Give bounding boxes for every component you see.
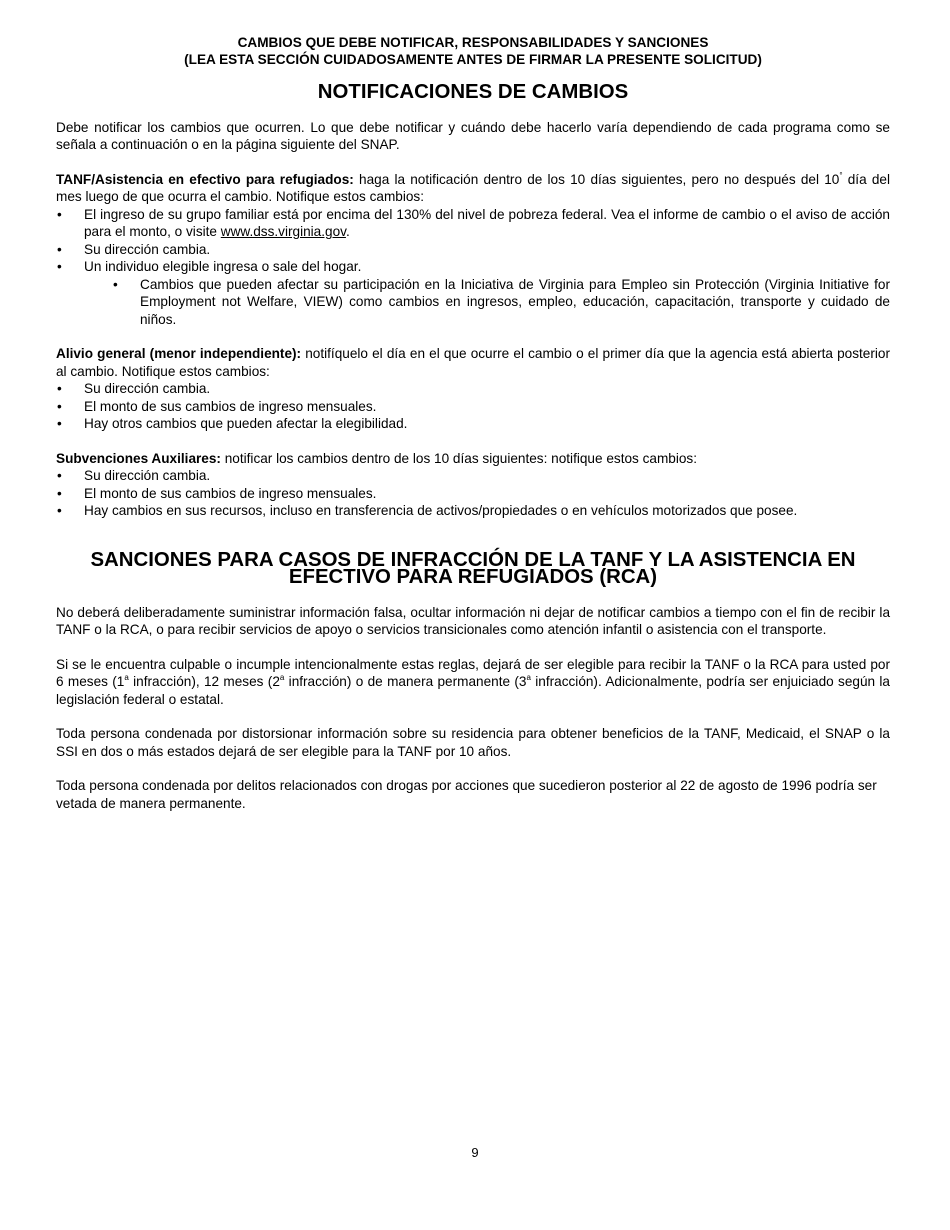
general-relief-lead: Alivio general (menor independiente): <box>56 346 302 361</box>
tanf-ordinal-mark: ° <box>839 170 843 180</box>
sanctions-paragraph-4: Toda persona condenada por delitos relacionados con drogas por acciones que sucedieron posterior al 22 de agosto de 1996 podría ser vetada de manera permanente. <box>56 778 877 811</box>
dss-website-link[interactable]: www.dss.virginia.gov <box>220 224 346 239</box>
sanctions-paragraph-2 <box>56 656 890 709</box>
sanctions-paragraph-1: No deberá deliberadamente suministrar información falsa, ocultar información ni dejar de notificar cambios a tiempo con el fin de recibir la TANF o la RCA, o para recibir servicios de apoyo o servicios transicionales como atención infantil o asistencia con el transporte. <box>56 604 890 637</box>
auxiliary-grants-lead: Subvenciones Auxiliares: <box>56 450 221 466</box>
auxiliary-grants-paragraph <box>56 450 890 468</box>
list-item: • Cambios que pueden afectar su participación en la Iniciativa de Virginia para Empleo sin Protección (Virginia Initiative for Employment not Welfare, VIEW) como cambios en ingresos, empleo, educación, capacitación, transporte y cuidado de niños. <box>56 276 890 329</box>
general-relief-change-list <box>56 380 890 433</box>
notifications-intro: Debe notificar los cambios que ocurren. Lo que debe notificar y cuándo debe hacerlo varía dependiendo de cada programa como se señala a continuación o en la página siguiente del SNAP. <box>56 119 890 152</box>
tanf-item-1-end: . <box>345 224 350 239</box>
tanf-text-b: día del mes luego de que ocurra el cambio. Notifique estos cambios: <box>56 171 890 204</box>
list-item: • Un individuo elegible ingresa o sale del hogar. <box>56 258 890 276</box>
general-relief-text: notifíquelo el día en el que ocurre el cambio o el primer día que la agencia está abierta posterior al cambio. Notifique estos cambios: <box>56 346 890 379</box>
sanctions-p2-part-c: infracción) o de manera permanente (3 <box>284 674 527 689</box>
general-relief-paragraph <box>56 345 890 380</box>
title-line-2: (LEA ESTA SECCIÓN CUIDADOSAMENTE ANTES DE FIRMAR LA PRESENTE SOLICITUD) <box>184 52 762 67</box>
title-line-1: CAMBIOS QUE DEBE NOTIFICAR, RESPONSABILIDADES Y SANCIONES <box>237 35 709 50</box>
tanf-lead: TANF/Asistencia en efectivo para refugiados: <box>56 171 354 187</box>
tanf-sub-list <box>56 276 890 329</box>
list-item: • Hay otros cambios que pueden afectar la elegibilidad. <box>56 415 890 433</box>
sanctions-p2-part-b: infracción), 12 meses (2 <box>128 674 280 689</box>
list-item: • Su dirección cambia. <box>56 241 890 259</box>
sanctions-p2-part-a: Si se le encuentra culpable o incumple intencionalmente estas reglas, dejará de ser elegible para recibir la TANF o la RCA para usted por 6 meses (1 <box>56 656 890 689</box>
tanf-item-1-text: El ingreso de su grupo familiar está por encima del 130% del nivel de pobreza federal. Vea el informe de cambio o el aviso de acción para el monto, o visite <box>84 206 890 239</box>
ordinal-mark: a <box>279 673 285 682</box>
tanf-text-a: haga la notificación dentro de los 10 días siguientes, pero no después del 10 <box>353 171 840 187</box>
notifications-heading: NOTIFICACIONES DE CAMBIOS <box>317 81 629 103</box>
auxiliary-grants-text: notificar los cambios dentro de los 10 días siguientes: notifique estos cambios: <box>220 450 697 466</box>
document-page <box>56 34 890 812</box>
ordinal-mark: a <box>124 673 129 682</box>
auxiliary-grants-change-list <box>56 467 890 520</box>
list-item: • Su dirección cambia. <box>56 467 890 485</box>
list-item <box>56 206 890 241</box>
sanctions-heading: SANCIONES PARA CASOS DE INFRACCIÓN DE LA TANF Y LA ASISTENCIA EN EFECTIVO PARA REFUGIADOS (RCA) <box>90 548 856 588</box>
sanctions-p2-part-d: infracción). Adicionalmente, podría ser enjuiciado según la legislación federal o estatal. <box>56 674 890 707</box>
tanf-paragraph <box>56 171 890 206</box>
page-number: 9 <box>471 1145 479 1160</box>
tanf-change-list <box>56 206 890 276</box>
document-title <box>56 34 890 68</box>
list-item: • El monto de sus cambios de ingreso mensuales. <box>56 398 890 416</box>
list-item: • Hay cambios en sus recursos, incluso en transferencia de activos/propiedades o en vehículos motorizados que posee. <box>56 502 890 520</box>
list-item: • Su dirección cambia. <box>56 380 890 398</box>
ordinal-mark: a <box>526 673 531 682</box>
list-item: • El monto de sus cambios de ingreso mensuales. <box>56 485 890 503</box>
sanctions-paragraph-3: Toda persona condenada por distorsionar información sobre su residencia para obtener beneficios de la TANF, Medicaid, el SNAP o la SSI en dos o más estados dejará de ser elegible para la TANF por 10 años. <box>56 726 890 759</box>
